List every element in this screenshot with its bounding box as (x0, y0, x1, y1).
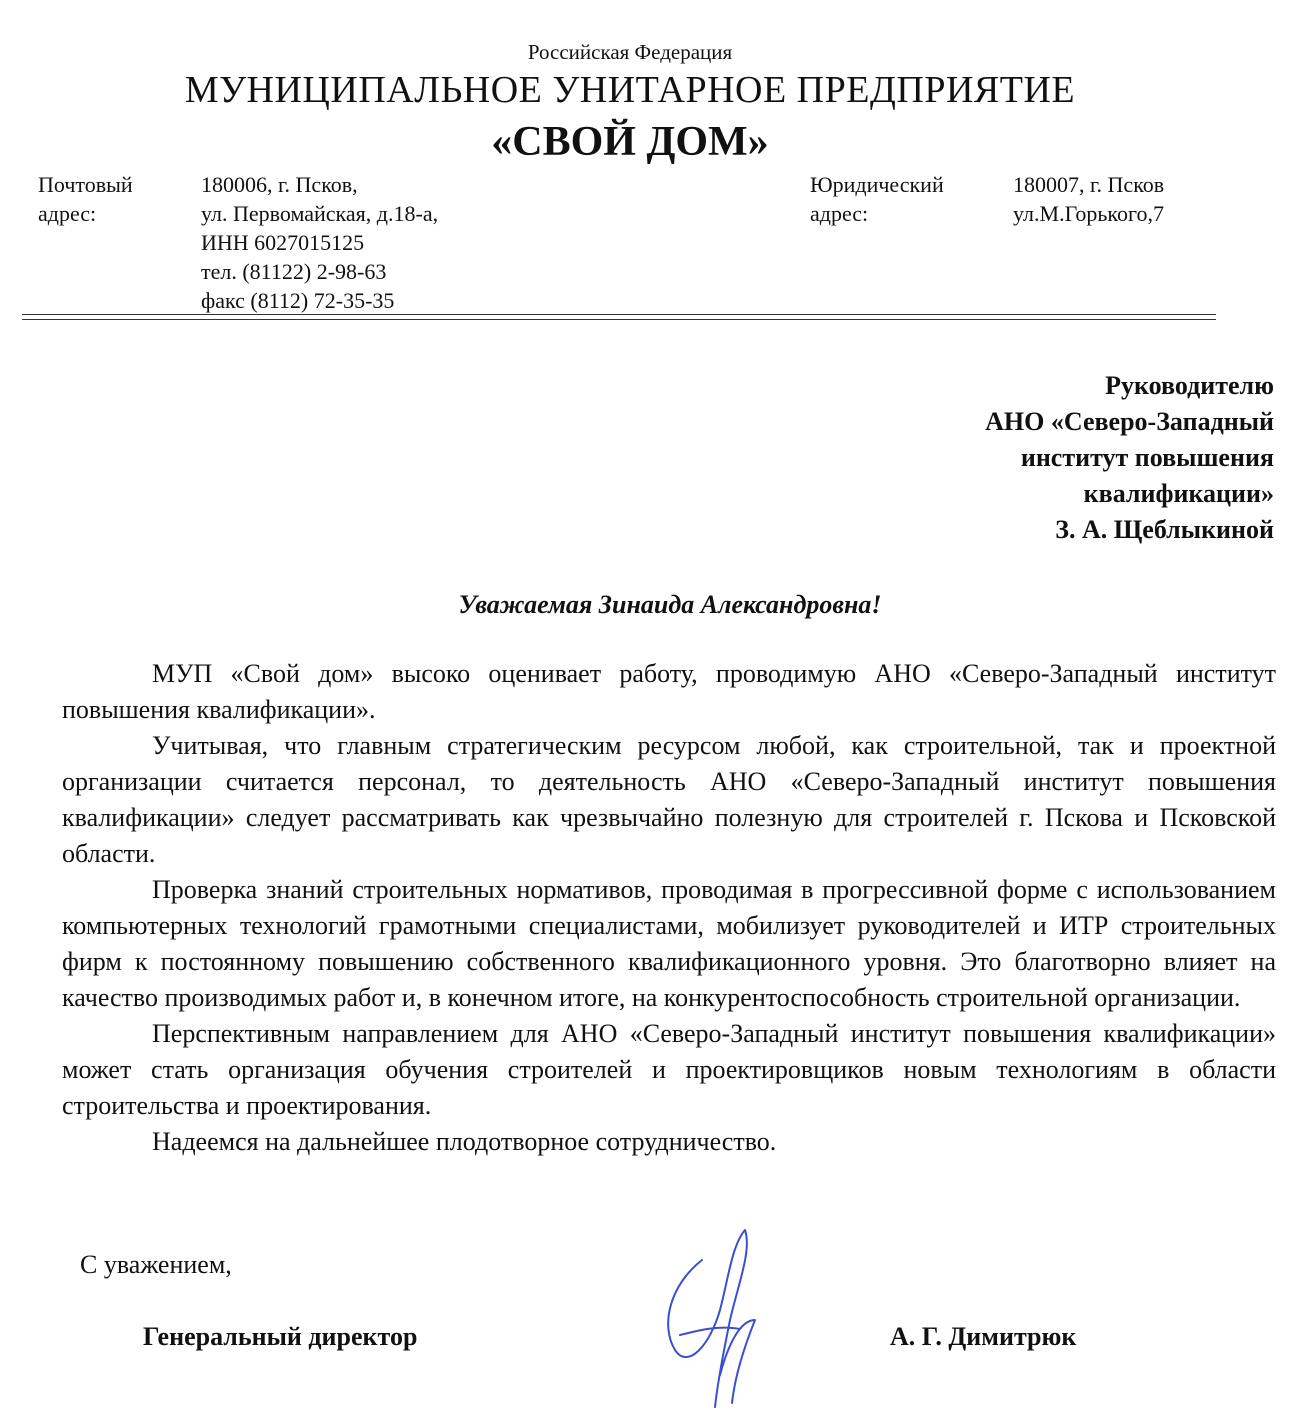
legal-line: ул.М.Горького,7 (1013, 201, 1164, 226)
paragraph: МУП «Свой дом» высоко оценивает работу, проводимую АНО «Северо-Западный институт повышения квалификации». (62, 659, 1276, 724)
paragraph: Надеемся на дальнейшее плодотворное сотрудничество. (152, 1127, 777, 1156)
signatory-name: А. Г. Димитрюк (890, 1322, 1077, 1351)
recipient-line: квалификации» (1083, 479, 1274, 508)
recipient-line: АНО «Северо-Западный (985, 407, 1274, 436)
greeting: Уважаемая Зинаида Александровна! (458, 590, 882, 619)
header-divider (22, 314, 1216, 315)
legal-line: 180007, г. Псков (1013, 172, 1165, 197)
phone-line: тел. (81122) 2-98-63 (201, 259, 387, 284)
closing-regards: С уважением, (80, 1250, 232, 1279)
handwritten-signature (640, 1225, 780, 1410)
paragraph: Учитывая, что главным стратегическим ресурсом любой, как строительной, так и проектной организации считается персонал, то деятельность АНО «Северо-Западный институт повышения квалификации» следует рассматривать как чрезвычайно полезную для строителей г. Пскова и Псковской области. (62, 731, 1276, 868)
recipient-line: институт повышения (1020, 443, 1274, 472)
recipient-line: Руководителю (1105, 371, 1274, 400)
organization-type: МУНИЦИПАЛЬНОЕ УНИТАРНОЕ ПРЕДПРИЯТИЕ (184, 69, 1076, 111)
paragraph: Перспективным направлением для АНО «Северо-Западный институт повышения квалификации» может стать организация обучения строителей и проектировщиков новым технологиям в области строительства и проектирования. (62, 1019, 1276, 1120)
postal-line: ул. Первомайская, д.18-а, (201, 201, 439, 226)
fax-line: факс (8112) 72-35-35 (201, 288, 395, 313)
legal-address (1013, 170, 1164, 228)
recipient-line: З. А. Щеблыкиной (1055, 515, 1274, 544)
header-divider (22, 319, 1216, 320)
letter-body (62, 656, 1276, 1160)
inn-line: ИНН 6027015125 (201, 230, 365, 255)
country-line: Российская Федерация (527, 40, 733, 64)
signatory-title: Генеральный директор (143, 1322, 418, 1351)
recipient-block (985, 368, 1274, 548)
postal-line: 180006, г. Псков, (201, 172, 358, 197)
postal-address-label: Почтовый адрес: (38, 172, 133, 226)
paragraph: Проверка знаний строительных нормативов, проводимая в прогрессивной форме с использованием компьютерных технологий грамотными специалистами, мобилизует руководителей и ИТР строительных фирм к постоянному повышению собственного квалификационного уровня. Это благотворно влияет на качество производимых работ и, в конечном итоге, на конкурентоспособность строительной организации. (62, 875, 1276, 1012)
organization-name: «СВОЙ ДОМ» (491, 119, 769, 165)
postal-address (201, 170, 438, 315)
legal-address-label: Юридический адрес: (810, 172, 944, 226)
